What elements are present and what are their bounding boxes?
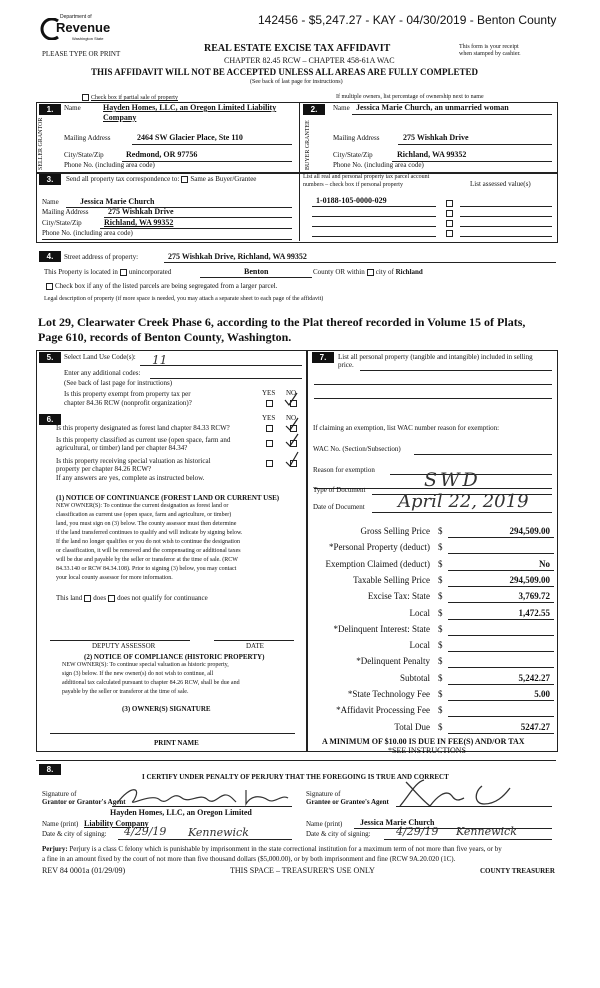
figure-value: 5247.27: [520, 722, 550, 732]
grantee-sig-label-2: Grantee or Grantee's Agent: [306, 798, 389, 806]
s3-city: Richland, WA 99352: [104, 218, 174, 227]
partial-sale: Check box if partial sale of property: [80, 94, 178, 101]
notice1-title: (1) NOTICE OF CONTINUANCE (FOREST LAND OR CURRENT USE): [56, 494, 280, 502]
figure-value: 1,472.55: [518, 608, 550, 618]
current-use-no-check-icon: [284, 432, 300, 448]
figure-label: Local: [409, 640, 430, 650]
date-label: DATE: [246, 642, 264, 650]
grantor-sig-label-1: Signature of: [42, 790, 77, 798]
grantee-name-print-label: Name (print): [306, 820, 343, 828]
form-warning: THIS AFFIDAVIT WILL NOT BE ACCEPTED UNLESS ALL AREAS ARE FULLY COMPLETED: [91, 67, 479, 77]
county-or: County OR within city of Richland: [313, 268, 423, 276]
additional-codes: Enter any additional codes:: [64, 369, 141, 377]
logo-name: Revenue: [56, 20, 111, 35]
figure-label: *Delinquent Interest: State: [333, 624, 430, 634]
buyer-mailing: 275 Wishkah Drive: [403, 133, 469, 142]
unincorporated-checkbox[interactable]: [120, 269, 127, 276]
section-8-number: 8.: [39, 764, 61, 775]
perjury-2: a fine in an amount fixed by the court of not more than five thousand dollars ($5,000.00), or by both imprisonment and fine (RCW 9A.20.020 (1C).: [42, 855, 456, 863]
section-2-number: 2.: [303, 104, 325, 115]
record-line: 142456 - $5,247.27 - KAY - 04/30/2019 - Benton County: [258, 13, 557, 27]
land-use-label: Select Land Use Code(s):: [64, 353, 136, 361]
does-not-checkbox[interactable]: [108, 595, 115, 602]
parcel-4-checkbox[interactable]: [446, 230, 453, 237]
grantee-name: Jessica Marie Church: [360, 818, 435, 827]
owner-signature-label: (3) OWNER(S) SIGNATURE: [122, 705, 211, 713]
figure-currency: $: [438, 673, 443, 683]
type-doc-label: Type of Document: [313, 486, 366, 494]
city-checkbox[interactable]: [367, 269, 374, 276]
segregated-note: Check box if any of the listed parcels are being segregated from a larger parcel.: [44, 282, 277, 290]
exempt-q1: Is this property exempt from property tax per: [64, 390, 191, 398]
notice1-line: your local county assessor for more information.: [56, 575, 173, 581]
seller-name-1: Hayden Homes, LLC, an Oregon Limited Liability: [103, 103, 277, 112]
land-use-value: 11: [152, 353, 168, 367]
wac-no-label: WAC No. (Section/Subsection): [313, 445, 401, 453]
form-chapter: CHAPTER 82.45 RCW – CHAPTER 458-61A WAC: [224, 56, 395, 65]
buyer-city: Richland, WA 99352: [397, 150, 467, 159]
seller-mailing-label: Mailing Address: [64, 134, 111, 142]
figure-currency: $: [438, 656, 443, 666]
grantor-sig-label-2: Grantor or Grantor's Agent: [42, 798, 126, 806]
parcel-1-checkbox[interactable]: [446, 200, 453, 207]
legal-description-2: Page 610, records of Benton County, Washington.: [38, 330, 292, 344]
figure-currency: $: [438, 640, 443, 650]
section-4-number: 4.: [39, 251, 61, 262]
notice2-title: (2) NOTICE OF COMPLIANCE (HISTORIC PROPERTY): [84, 653, 265, 661]
logo-state: Washington State: [72, 36, 104, 41]
s6-q3a: Is this property receiving special valuation as historical: [56, 457, 211, 465]
does-checkbox[interactable]: [84, 595, 91, 602]
historic-no-check-icon: [284, 450, 300, 468]
located-in: This Property is located in unincorporated: [44, 268, 172, 276]
buyer-side-label: BUYER GRANTEE: [305, 120, 311, 170]
parcel-number: 1-0188-105-0000-029: [316, 196, 387, 205]
seller-side-label: SELLER GRANTOR: [38, 117, 44, 170]
figure-value: 294,509.00: [509, 575, 550, 585]
buyer-city-label: City/State/Zip: [333, 151, 373, 159]
buyer-phone-label: Phone No. (including area code): [333, 161, 424, 169]
s5-yes: YES: [262, 389, 276, 397]
figure-currency: $: [438, 705, 443, 715]
s3-phone-label: Phone No. (including area code): [42, 229, 133, 237]
figure-label: Gross Selling Price: [360, 526, 430, 536]
notice2-line: payable by the seller or transferor at the time of sale.: [62, 689, 189, 695]
figure-label: Local: [409, 608, 430, 618]
seller-phone-label: Phone No. (including area code): [64, 161, 155, 169]
s5-see-back: (See back of last page for instructions): [64, 379, 173, 387]
seller-city: Redmond, OR 97756: [126, 150, 198, 159]
same-as-buyer-checkbox[interactable]: [181, 176, 188, 183]
figure-currency: $: [438, 575, 443, 585]
s7-list-label-1: List all personal property (tangible and intangible) included in selling: [338, 353, 533, 361]
continuance-line: This land does does not qualify for continuance: [56, 594, 208, 602]
partial-sale-checkbox[interactable]: [82, 94, 89, 101]
assessed-value-label: List assessed value(s): [470, 180, 531, 188]
parcel-3-checkbox[interactable]: [446, 220, 453, 227]
exempt-q2: chapter 84.36 RCW (nonprofit organization)?: [64, 399, 192, 407]
s6-q1: Is this property designated as forest land chapter 84.33 RCW?: [56, 424, 230, 432]
figure-currency: $: [438, 624, 443, 634]
notice1-line: classification as current use (open space, farm and agriculture, or timber): [56, 512, 232, 518]
parcel-list-label-1: List all real and personal property tax parcel account: [303, 174, 430, 180]
s6-yes: YES: [262, 414, 276, 422]
s6-no: NO: [286, 414, 297, 422]
perjury-1: Perjury: Perjury is a class C felony which is punishable by imprisonment in the state correctional institution for a maximum term of not more than five years, or by: [42, 845, 502, 853]
wac-claim-label: If claiming an exemption, list WAC number reason for exemption:: [313, 424, 500, 432]
section-5-number: 5.: [39, 352, 61, 363]
exempt-no-check-icon: [283, 392, 299, 408]
figure-currency: $: [438, 526, 443, 536]
figure-value: 294,509.00: [509, 526, 550, 536]
street-label: Street address of property:: [64, 253, 139, 261]
dor-logo: [38, 14, 111, 44]
exempt-yes-checkbox[interactable]: [266, 400, 273, 407]
figure-label: *Affidavit Processing Fee: [336, 705, 430, 715]
buyer-name-label: Name: [333, 104, 350, 112]
date-doc-label: Date of Document: [313, 503, 365, 511]
seller-name-2: Company: [103, 113, 137, 122]
section-1-number: 1.: [39, 104, 61, 115]
county-treasurer: COUNTY TREASURER: [480, 867, 555, 875]
section-7-number: 7.: [312, 352, 334, 363]
seller-name-label: Name: [64, 104, 81, 112]
grantee-sig-label-1: Signature of: [306, 790, 341, 798]
figure-label: *Delinquent Penalty: [356, 656, 430, 666]
s3-name: Jessica Marie Church: [80, 197, 155, 206]
notice1-line: NEW OWNER(S): To continue the current designation as forest land or: [56, 503, 229, 509]
s3-name-label: Name: [42, 198, 59, 206]
figure-currency: $: [438, 689, 443, 699]
grantor-date: 4/29/19: [124, 825, 167, 838]
s6-q2b: agricultural, or timber) land per chapter 84.34?: [56, 444, 188, 452]
historic-yes-checkbox[interactable]: [266, 460, 273, 467]
forest-yes-checkbox[interactable]: [266, 425, 273, 432]
figure-value: 5.00: [534, 689, 550, 699]
s6-q4: If any answers are yes, complete as instructed below.: [56, 474, 205, 482]
notice1-line: If the land no longer qualifies or you do not wish to continue the designation: [56, 539, 240, 545]
receipt-note-1: This form is your receipt: [459, 44, 519, 50]
grantor-city: Kennewick: [188, 826, 249, 839]
grantee-city: Kennewick: [456, 825, 517, 838]
county-name: Benton: [244, 267, 269, 276]
grantor-name-2: Liability Company: [84, 819, 149, 828]
notice1-line: 84.33.140 or RCW 84.34.108). Prior to signing (3) below, you may contact: [56, 566, 237, 572]
figure-currency: $: [438, 591, 443, 601]
form-rev: REV 84 0001a (01/29/09): [42, 866, 126, 875]
s5-no: NO: [286, 389, 297, 397]
current-use-yes-checkbox[interactable]: [266, 440, 273, 447]
figure-label: *State Technology Fee: [347, 689, 430, 699]
grantee-date: 4/29/19: [396, 825, 439, 838]
s7-list-label-2: price.: [338, 361, 354, 369]
parcel-2-checkbox[interactable]: [446, 210, 453, 217]
multiple-owners-note: If multiple owners, list percentage of ownership next to name: [336, 94, 484, 100]
figure-currency: $: [438, 542, 443, 552]
parcel-list-label-2: numbers – check box if personal property: [303, 182, 403, 188]
figure-value: No: [539, 559, 550, 569]
logo-dept: Department of: [60, 14, 92, 20]
figure-label: Subtotal: [399, 673, 430, 683]
figure-label: Total Due: [394, 722, 430, 732]
receipt-note-2: when stamped by cashier.: [459, 51, 521, 57]
grantee-date-label: Date & city of signing:: [306, 830, 371, 838]
figure-value: 3,769.72: [518, 591, 550, 601]
notice1-line: if the land transferred continues to qualify and will indicate by signing below.: [56, 530, 243, 536]
figure-currency: $: [438, 722, 443, 732]
minimum-note: A MINIMUM OF $10.00 IS DUE IN FEE(S) AND/OR TAX: [322, 737, 525, 746]
legal-description-1: Lot 29, Clearwater Creek Phase 6, according to the Plat thereof recorded in Volume 15 of Plats,: [38, 315, 526, 329]
figure-currency: $: [438, 559, 443, 569]
seller-mailing: 2464 SW Glacier Place, Ste 110: [137, 133, 243, 142]
buyer-name: Jessica Marie Church, an unmarried woman: [356, 103, 509, 112]
date-doc-value: April 22, 2019: [398, 491, 529, 512]
s3-city-label: City/State/Zip: [42, 219, 82, 227]
reason-label: Reason for exemption: [313, 466, 375, 474]
notice2-line: additional tax calculated pursuant to chapter 84.26 RCW, shall be due and: [62, 680, 240, 686]
s3-mailing-label: Mailing Address: [42, 208, 89, 216]
forest-no-check-icon: [284, 416, 300, 432]
grantor-name: Hayden Homes, LLC, an Oregon Limited: [110, 808, 252, 817]
notice1-line: land, you must sign on (3) below. The county assessor must then determine: [56, 521, 237, 527]
notice1-line: will be due and payable by the seller or transferor at the time of sale. (RCW: [56, 557, 238, 563]
section-3-number: 3.: [39, 174, 61, 185]
s3-mailing: 275 Wishkah Drive: [108, 207, 174, 216]
print-name-label: PRINT NAME: [154, 739, 199, 747]
see-instructions: *SEE INSTRUCTIONS: [388, 746, 467, 755]
notice2-line: sign (3) below. If the new owner(s) do not wish to continue, all: [62, 671, 214, 677]
notice2-line: NEW OWNER(S): To continue special valuation as historic property,: [62, 662, 229, 668]
figure-label: Excise Tax: State: [367, 591, 430, 601]
buyer-mailing-label: Mailing Address: [333, 134, 380, 142]
section-6-number: 6.: [39, 414, 61, 425]
treasurer-space: THIS SPACE – TREASURER'S USE ONLY: [230, 866, 375, 875]
deputy-assessor-label: DEPUTY ASSESSOR: [92, 642, 156, 650]
form-title: REAL ESTATE EXCISE TAX AFFIDAVIT: [204, 43, 391, 54]
street-address: 275 Wishkah Drive, Richland, WA 99352: [168, 252, 307, 261]
segregated-checkbox[interactable]: [46, 283, 53, 290]
see-back-note: (See back of last page for instructions): [250, 79, 343, 85]
seller-city-label: City/State/Zip: [64, 151, 104, 159]
figure-label: *Personal Property (deduct): [329, 542, 430, 552]
grantor-name-print-label: Name (print): [42, 820, 79, 828]
print-note: PLEASE TYPE OR PRINT: [42, 50, 121, 58]
grantor-date-label: Date & city of signing:: [42, 830, 107, 838]
type-doc-value: SWD: [424, 469, 481, 491]
s6-q3b: property per chapter 84.26 RCW?: [56, 465, 152, 473]
notice1-line: or classification, it will be removed and the compensating or additional taxes: [56, 548, 241, 554]
figure-label: Taxable Selling Price: [353, 575, 430, 585]
figure-currency: $: [438, 608, 443, 618]
send-correspondence: Send all property tax correspondence to: Same as Buyer/Grantee: [66, 175, 257, 183]
legal-label: Legal description of property (if more space is needed, you may attach a separate sheet to each page of the affidavit): [44, 296, 324, 302]
figure-value: 5,242.27: [518, 673, 550, 683]
figure-label: Exemption Claimed (deduct): [325, 559, 430, 569]
s6-q2a: Is this property classified as current use (open space, farm and: [56, 436, 231, 444]
certify-statement: I CERTIFY UNDER PENALTY OF PERJURY THAT THE FOREGOING IS TRUE AND CORRECT: [142, 773, 449, 781]
